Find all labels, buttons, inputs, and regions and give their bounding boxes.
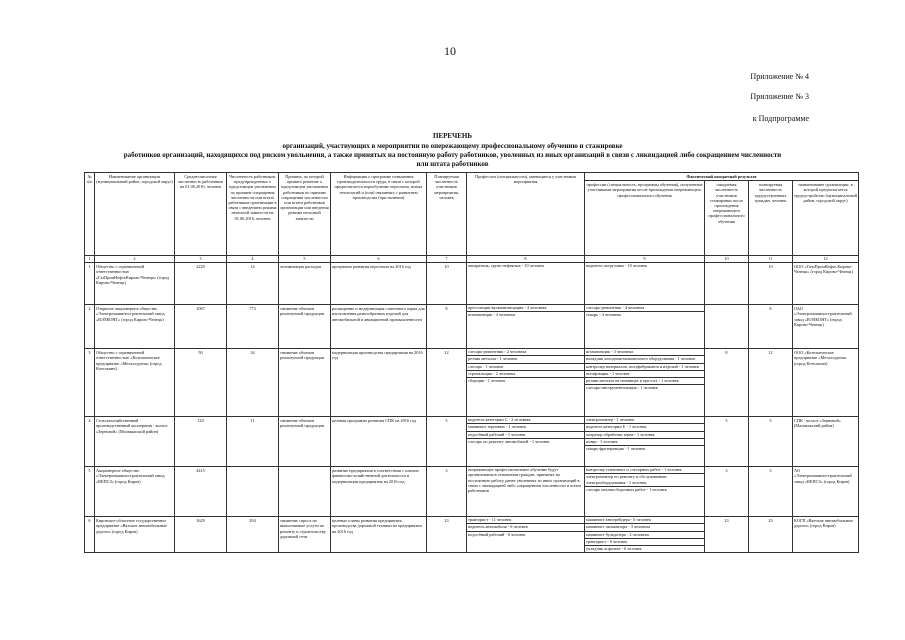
organization-name: Кировское областное государственное предприятие «Вятские автомобильные дороги» (город Киров) xyxy=(95,517,175,553)
average-staff: 1067 xyxy=(175,305,227,349)
organization-name: Общество с ограниченной ответственностью «ГазПромНефтьКирово-Чепецк» (город Кирово-Чепецк) xyxy=(95,263,175,305)
table-row xyxy=(85,417,859,467)
participant-professions-item: стропальщик - 2 человека xyxy=(467,371,584,378)
result-professions-item: слесарь-ремонтник - 4 человека xyxy=(585,305,704,312)
result-professions-item: контролер материалов, полуфабрикатов и изделий - 1 человек xyxy=(585,364,704,371)
row-number: 1 xyxy=(85,263,95,305)
document-subtitle-1: организаций, участвующих в мероприятии по опережающему профессиональному обучению и стажировке xyxy=(282,142,623,150)
participant-professions-item: аппаратчик, групп нефтяных - 10 человек xyxy=(468,263,545,269)
result-professions xyxy=(585,305,705,349)
result-professions-item: контролер станочных и слесарных работ - 1 человек xyxy=(585,467,704,474)
participant-professions-item: прессовщик-вулканизаторщик - 4 человека xyxy=(467,305,584,312)
table-row xyxy=(85,263,859,305)
average-staff: 1629 xyxy=(175,517,227,553)
organization-name: Общество с ограниченной ответственностью «Котельничское предприятие «Металлургия» (город Котельнич) xyxy=(95,349,175,417)
header-warned: Численность работников, предупрежденных о предстоящем увольнении по причине сокращения численности или штата работников организации в связи с введением режима неполной занятости на 01.06.2016, человек xyxy=(227,173,279,256)
header-target-org: наименование организации, в которой предполагается трудоустройство (муниципальный район, городской округ) xyxy=(793,181,859,256)
header-internship: ожидаемая численность участников стажировки после прохождения опережающего профессионального обучения xyxy=(705,181,749,256)
result-professions-item: слесарь механосборочных работ - 1 человек xyxy=(586,486,667,492)
result-professions-item: шлифовщик - 1 человек xyxy=(585,371,704,378)
table-row xyxy=(85,349,859,417)
average-staff: 4415 xyxy=(175,467,227,517)
employed-count: 8 xyxy=(749,305,793,349)
result-professions-item: токарь-фрезеровщик - 1 человек xyxy=(586,446,646,452)
column-number: 2 xyxy=(95,256,175,263)
internship-count: 8 xyxy=(705,349,749,417)
participant-professions xyxy=(467,517,585,553)
program-info: программа развития персонала на 2016 год xyxy=(331,263,427,305)
participant-professions-item: подсобный рабочий - 1 человек xyxy=(467,432,584,439)
planned-participants: 12 xyxy=(427,349,467,417)
participant-professions xyxy=(467,263,585,305)
participant-professions-item: слесарь-ремонтник - 2 человека xyxy=(467,349,584,356)
internship-count: 23 xyxy=(705,517,749,553)
document-subtitle-3: или штата работников xyxy=(416,160,489,168)
table-row xyxy=(85,517,859,553)
column-number: 11 xyxy=(749,256,793,263)
column-number: 4 xyxy=(227,256,279,263)
average-staff: 2229 xyxy=(175,263,227,305)
table-row xyxy=(85,305,859,349)
result-professions xyxy=(585,417,705,467)
result-professions-item: повар - 1 человек xyxy=(585,439,704,446)
table-body xyxy=(85,263,859,553)
dismissal-reason: снижение объемов реализуемой продукции xyxy=(279,305,331,349)
result-professions-item: наладчик холодноштамповочного оборудования - 1 человек xyxy=(585,356,704,363)
result-professions-item: водитель погрузчика - 10 человек xyxy=(586,263,648,269)
column-number: 10 xyxy=(705,256,749,263)
result-professions-item: тракторист - 6 человек xyxy=(585,539,704,546)
header-program: Информация о программе повышения производительности труда, в связи с которой предполагается переобучение персонала, новых технологий и (или) связанных с развитием производства (при наличии) xyxy=(331,173,427,256)
warned-count: 34 xyxy=(227,349,279,417)
employed-count: 10 xyxy=(749,263,793,305)
result-professions xyxy=(585,517,705,553)
result-professions-item: штамповщик - 3 человека xyxy=(585,349,704,356)
document-subtitle-2: работников организаций, находящихся под риском увольнения, а также принятых на постоянную работу работников, уволенных из иных организаций в связи с ликвидацией либо сокращением численности xyxy=(123,151,782,159)
organization-name: Сельскохозяйственный производственный кооператив - колхоз «Зерновой» (Малмыжский район) xyxy=(95,417,175,467)
participant-professions-item: слесарь - 1 человек xyxy=(467,364,584,371)
organizations-table xyxy=(84,172,859,553)
program-info: модернизация производства предприятия на 2016 год xyxy=(331,349,427,417)
planned-participants: 8 xyxy=(427,305,467,349)
average-staff: 50 xyxy=(175,349,227,417)
header-result-group: Фактический ожидаемый результат xyxy=(585,173,859,181)
participant-professions-item: водитель категории С - 2 человека xyxy=(467,417,584,424)
result-professions-item: резчик металла на ножницах и прессах - 1 человек xyxy=(585,378,704,385)
result-professions-item: электромонтер по ремонту и обслуживанию электрооборудования - 1 человек xyxy=(585,474,704,486)
annex-line-1: Приложение № 4 xyxy=(750,72,809,81)
row-number: 2 xyxy=(85,305,95,349)
internship-count xyxy=(705,305,749,349)
target-organization: АО «Электромашиностроительный завод «ВЕПСЗ» (город Киров) xyxy=(793,467,859,517)
planned-participants: 23 xyxy=(427,517,467,553)
header-organization: Наименование организации (муниципальный район, городской округ) xyxy=(95,173,175,256)
result-professions-item: укладчик асфальта - 6 человек xyxy=(586,546,642,552)
participant-professions-item: водитель автомобиля - 6 человек xyxy=(467,524,584,531)
column-number: 6 xyxy=(331,256,427,263)
result-professions-item: токарь - 4 человека xyxy=(586,312,622,318)
column-number: 3 xyxy=(175,256,227,263)
row-number: 4 xyxy=(85,417,95,467)
header-planned: Планируемая численность участников мероприятия, человек xyxy=(427,173,467,256)
dismissal-reason: снижение объемов реализуемой продукции xyxy=(279,417,331,467)
participant-professions xyxy=(467,305,585,349)
internship-count: 3 xyxy=(705,467,749,517)
warned-count xyxy=(227,467,279,517)
column-number: 5 xyxy=(279,256,331,263)
dismissal-reason: снижение объемов реализуемой продукции xyxy=(279,349,331,417)
warned-count: 294 xyxy=(227,517,279,553)
participant-professions xyxy=(467,417,585,467)
participant-professions-item: слесарь по ремонту автомобилей - 1 человек xyxy=(468,438,550,444)
target-organization: КОГП «Вятские автомобильные дороги» (город Киров) xyxy=(793,517,859,553)
organization-name: Акционерное общество «Электромашиностроительный завод «ВЕПСЗ» (город Киров) xyxy=(95,467,175,517)
warned-count: 14 xyxy=(227,263,279,305)
participant-professions xyxy=(467,349,585,417)
employed-count: 3 xyxy=(749,467,793,517)
table-row xyxy=(85,467,859,517)
header-average-staff: Среднесписочная численность работников на 01.06.2016, человек xyxy=(175,173,227,256)
planned-participants: 5 xyxy=(427,417,467,467)
column-numbers-row xyxy=(85,256,859,263)
participant-professions-item: тракторист - 11 человек xyxy=(467,517,584,524)
header-result-professions: профессии (специальность, программы обучения), полученные участниками мероприятия после прохождения опережающего профессионального обучения xyxy=(585,181,705,256)
average-staff: 120 xyxy=(175,417,227,467)
dismissal-reason: снижение спроса на выполняемые услуги по ремонту и строительству дорожной сети xyxy=(279,517,331,553)
participant-professions-item: машинист зерновых - 1 человек xyxy=(467,424,584,431)
target-organization: ООО «Котельничское предприятие «Металлургия» (город Котельнич) xyxy=(793,349,859,417)
result-professions-item: машинист бульдозера - 2 человека xyxy=(585,532,704,539)
program-info: развитие предприятия в соответствии с планом финансово-хозяйственной деятельности и модернизации предприятия на 2016 год xyxy=(331,467,427,517)
result-professions xyxy=(585,467,705,517)
header-reason: Причина, по которой принято решение о предстоящем увольнении работников по причине сокращения численности или штата работников организации или введения режима неполной занятости xyxy=(279,173,331,256)
dismissal-reason xyxy=(279,467,331,517)
row-number: 3 xyxy=(85,349,95,417)
target-organization: СПК - колхоз «Зерновой» (Малмыжский район) xyxy=(793,417,859,467)
participant-professions xyxy=(467,467,585,517)
column-number: 7 xyxy=(427,256,467,263)
employed-count: 5 xyxy=(749,417,793,467)
column-number: 12 xyxy=(793,256,859,263)
planned-participants: 3 xyxy=(427,467,467,517)
column-number: 9 xyxy=(585,256,705,263)
result-professions-item: слесарь-инструментальщик - 1 человек xyxy=(586,385,658,391)
header-number: № п/п xyxy=(85,173,95,256)
program-info: целевые планы развития предприятия, производства дорожной техники на предприятии на 2016 год xyxy=(331,517,427,553)
target-organization: ООО «ГазоПромНефть Кирово-Чепецк» (город Кирово-Чепецк) xyxy=(793,263,859,305)
result-professions-item: машинист экскаватора - 3 человека xyxy=(585,524,704,531)
result-professions xyxy=(585,263,705,305)
page-number: 10 xyxy=(444,44,456,58)
header-professions: Профессии (специальности), имеющиеся у участников мероприятия xyxy=(467,173,585,256)
participant-professions-item: подсобный рабочий - 6 человек xyxy=(468,531,526,537)
result-professions-item: электромонтер - 1 человек xyxy=(585,417,704,424)
row-number: 6 xyxy=(85,517,95,553)
row-number: 5 xyxy=(85,467,95,517)
program-info: расширение и модернизация станочного парка для изготовления разнообразных изделий для автомобильной и авиационной промышленности xyxy=(331,305,427,349)
participant-professions-item: опережающее профессиональное обучение будут организованы в отношении граждан, принятых на постоянную работу, ранее уволенных из иных организаций в связи с ликвидацией либо сокращением численности и штата работников xyxy=(468,467,581,494)
organization-name: Открытое акционерное общество «Электромашиностроительный завод «ВЭЛКОНТ» (город Кирово-Чепецк) xyxy=(95,305,175,349)
participant-professions-item: штамповщик - 4 человека xyxy=(468,312,516,318)
column-number: 1 xyxy=(85,256,95,263)
document-title: ПЕРЕЧЕНЬ xyxy=(433,132,472,140)
dismissal-reason: оптимизация расходов xyxy=(279,263,331,305)
annex-line-3: к Подпрограмме xyxy=(752,114,809,123)
warned-count: 11 xyxy=(227,417,279,467)
annex-line-2: Приложение № 3 xyxy=(750,92,809,101)
employed-count: 23 xyxy=(749,517,793,553)
result-professions-item: оператор обработки зерна - 1 человек xyxy=(585,432,704,439)
participant-professions-item: сборщик - 1 человек xyxy=(468,378,506,384)
planned-participants: 10 xyxy=(427,263,467,305)
result-professions-item: водитель категории Е - 1 человек xyxy=(585,424,704,431)
employed-count: 12 xyxy=(749,349,793,417)
internship-count: 5 xyxy=(705,417,749,467)
participant-professions-item: резчик металла - 1 человек xyxy=(467,356,584,363)
warned-count: 773 xyxy=(227,305,279,349)
internship-count xyxy=(705,263,749,305)
column-number: 8 xyxy=(467,256,585,263)
target-organization: ОАО «Электромашиностроительный завод «ВЭЛКОНТ» (город Кирово-Чепецк) xyxy=(793,305,859,349)
header-employed: планируемая численность трудоустроенных граждан, человек xyxy=(749,181,793,256)
result-professions xyxy=(585,349,705,417)
program-info: целевая программа развития СПК на 2016 год xyxy=(331,417,427,467)
result-professions-item: машинист автогрейдера - 6 человек xyxy=(585,517,704,524)
